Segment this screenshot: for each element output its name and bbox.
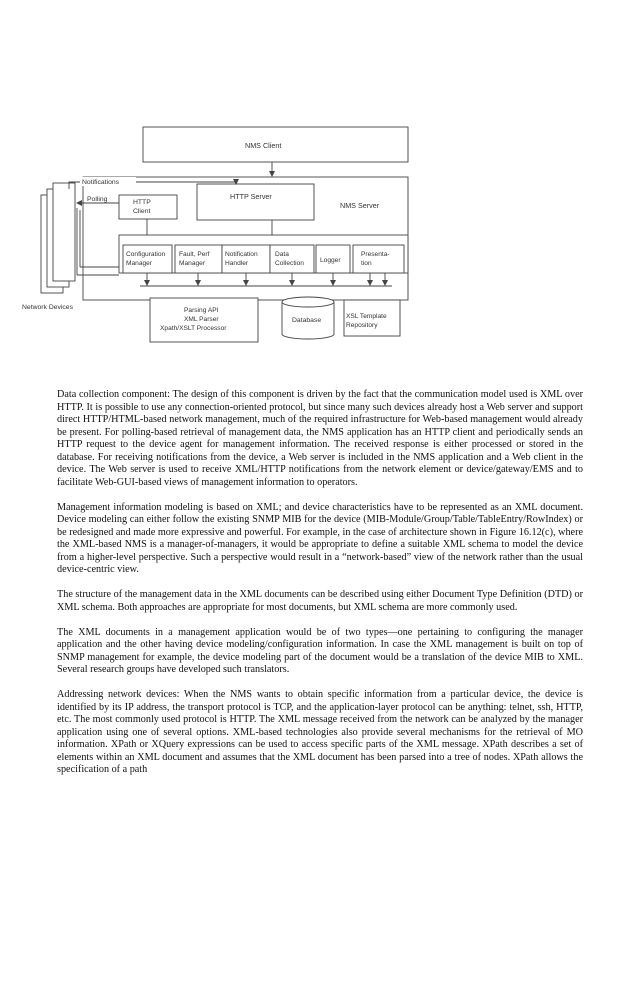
- configuration-manager-label-line2: Manager: [126, 260, 153, 267]
- parsing-api-label: Parsing API: [184, 307, 219, 314]
- notification-handler-box: [222, 245, 270, 273]
- architecture-figure: [0, 0, 638, 360]
- paragraph-data-structure: The structure of the management data in the XML documents can be described using either Document Type Definition (DTD) or XML schema. Both approaches are appropriate for most documents, but XML schema are more commonly used.: [57, 589, 583, 613]
- paragraph-data-collection: Data collection component: The design of this component is driven by the fact that the communication model used is XML over HTTP. It is possible to use any connection-oriented protocol, but since many such devices already host a Web server and support direct HTTP/HTML-based network management, much of the required infrastructure for Web-based management would already be present. For polling-based retrieval of management data, the NMS application has an HTTP client and periodically sends an HTTP request to the device agent for management information. The received response is either processed or stored in the database. For receiving notifications from the device, a Web server is included in the NMS application and a Web client in the device. The Web server is used to receive XML/HTTP notifications from the network element or device/gateway/EMS and to facilitate Web-GUI-based views of management information to operators.: [57, 389, 583, 488]
- paragraph-information-modeling: Management information modeling is based on XML; and device characteristics have to be represented as an XML document. Device modeling can either follow the existing SNMP MIB for the device (MIB-Module/Group/Table/TableEntry/RowIndex) or be redesigned and made more expressive and powerful. For example, in the case of architecture shown in Figure 16.12(c), where the XML-based NMS is a manager-of-managers, it would be appropriate to define a suitable XML schema to model the device from a higher-level perspective. Such a perspective would result in a “network-based” view of the network rather than the usual device-centric view.: [57, 501, 583, 575]
- xsl-repository-label-line1: XSL Template: [346, 313, 387, 320]
- fault-perf-manager-label-line1: Fault, Perf: [179, 251, 210, 258]
- configuration-manager-label-line1: Configuration: [126, 251, 166, 258]
- notifications-label: Notifications: [82, 179, 120, 186]
- fault-perf-manager-label-line2: Manager: [179, 260, 206, 267]
- paragraph-document-types: The XML documents in a management application would be of two types—one pertaining to configuring the manager application and the other having device modeling/configuration information. In case the XML management is built on top of SNMP management for example, the device modeling part of the document would be a translation of the device MIB to XML. Several research groups have developed such translators.: [57, 626, 583, 675]
- database-label: Database: [292, 317, 322, 324]
- nms-client-label: NMS Client: [245, 141, 282, 150]
- body-text: [57, 389, 583, 789]
- polling-label: Polling: [87, 196, 108, 203]
- network-device-box-3: [53, 183, 75, 281]
- paragraph-addressing-devices: Addressing network devices: When the NMS wants to obtain specific information from a particular device, the device is identified by its IP address, the transport protocol is TCP, and the application-layer protocol can be anything: telnet, ssh, HTTP, etc. The most commonly used protocol is HTTP. The XML message received from the network can be analyzed by the manager application using one of several options. XML-based technologies also provide several mechanisms for the retrieval of MO information. XPath or XQuery expressions can be used to access specific parts of the XML message. XPath describes a set of elements within an XML document and assumes that the XML document has been parsed into a tree of nodes. XPath allows the specification of a path: [57, 689, 583, 775]
- data-collection-label-line2: Collection: [275, 260, 304, 267]
- notification-handler-label-line2: Handler: [225, 260, 249, 267]
- data-collection-box: [270, 245, 314, 273]
- xpath-xslt-label: Xpath/XSLT Processor: [160, 325, 227, 332]
- logger-label: Logger: [320, 257, 341, 264]
- presentation-label-line2: tion: [361, 260, 372, 267]
- http-server-box: [197, 184, 314, 220]
- notification-handler-label-line1: Notification: [225, 251, 258, 258]
- nms-server-label: NMS Server: [340, 201, 380, 210]
- presentation-label-line1: Presenta-: [361, 251, 390, 258]
- data-collection-label-line1: Data: [275, 251, 289, 258]
- fault-perf-manager-box: [175, 245, 222, 273]
- http-client-label-line1: HTTP: [133, 199, 151, 206]
- http-client-label-line2: Client: [133, 208, 151, 215]
- http-server-label: HTTP Server: [230, 192, 272, 201]
- network-devices-label: Network Devices: [22, 304, 73, 311]
- presentation-box: [353, 245, 404, 273]
- xsl-repository-label-line2: Repository: [346, 322, 378, 329]
- xml-parser-label: XML Parser: [184, 316, 219, 323]
- configuration-manager-box: [123, 245, 172, 273]
